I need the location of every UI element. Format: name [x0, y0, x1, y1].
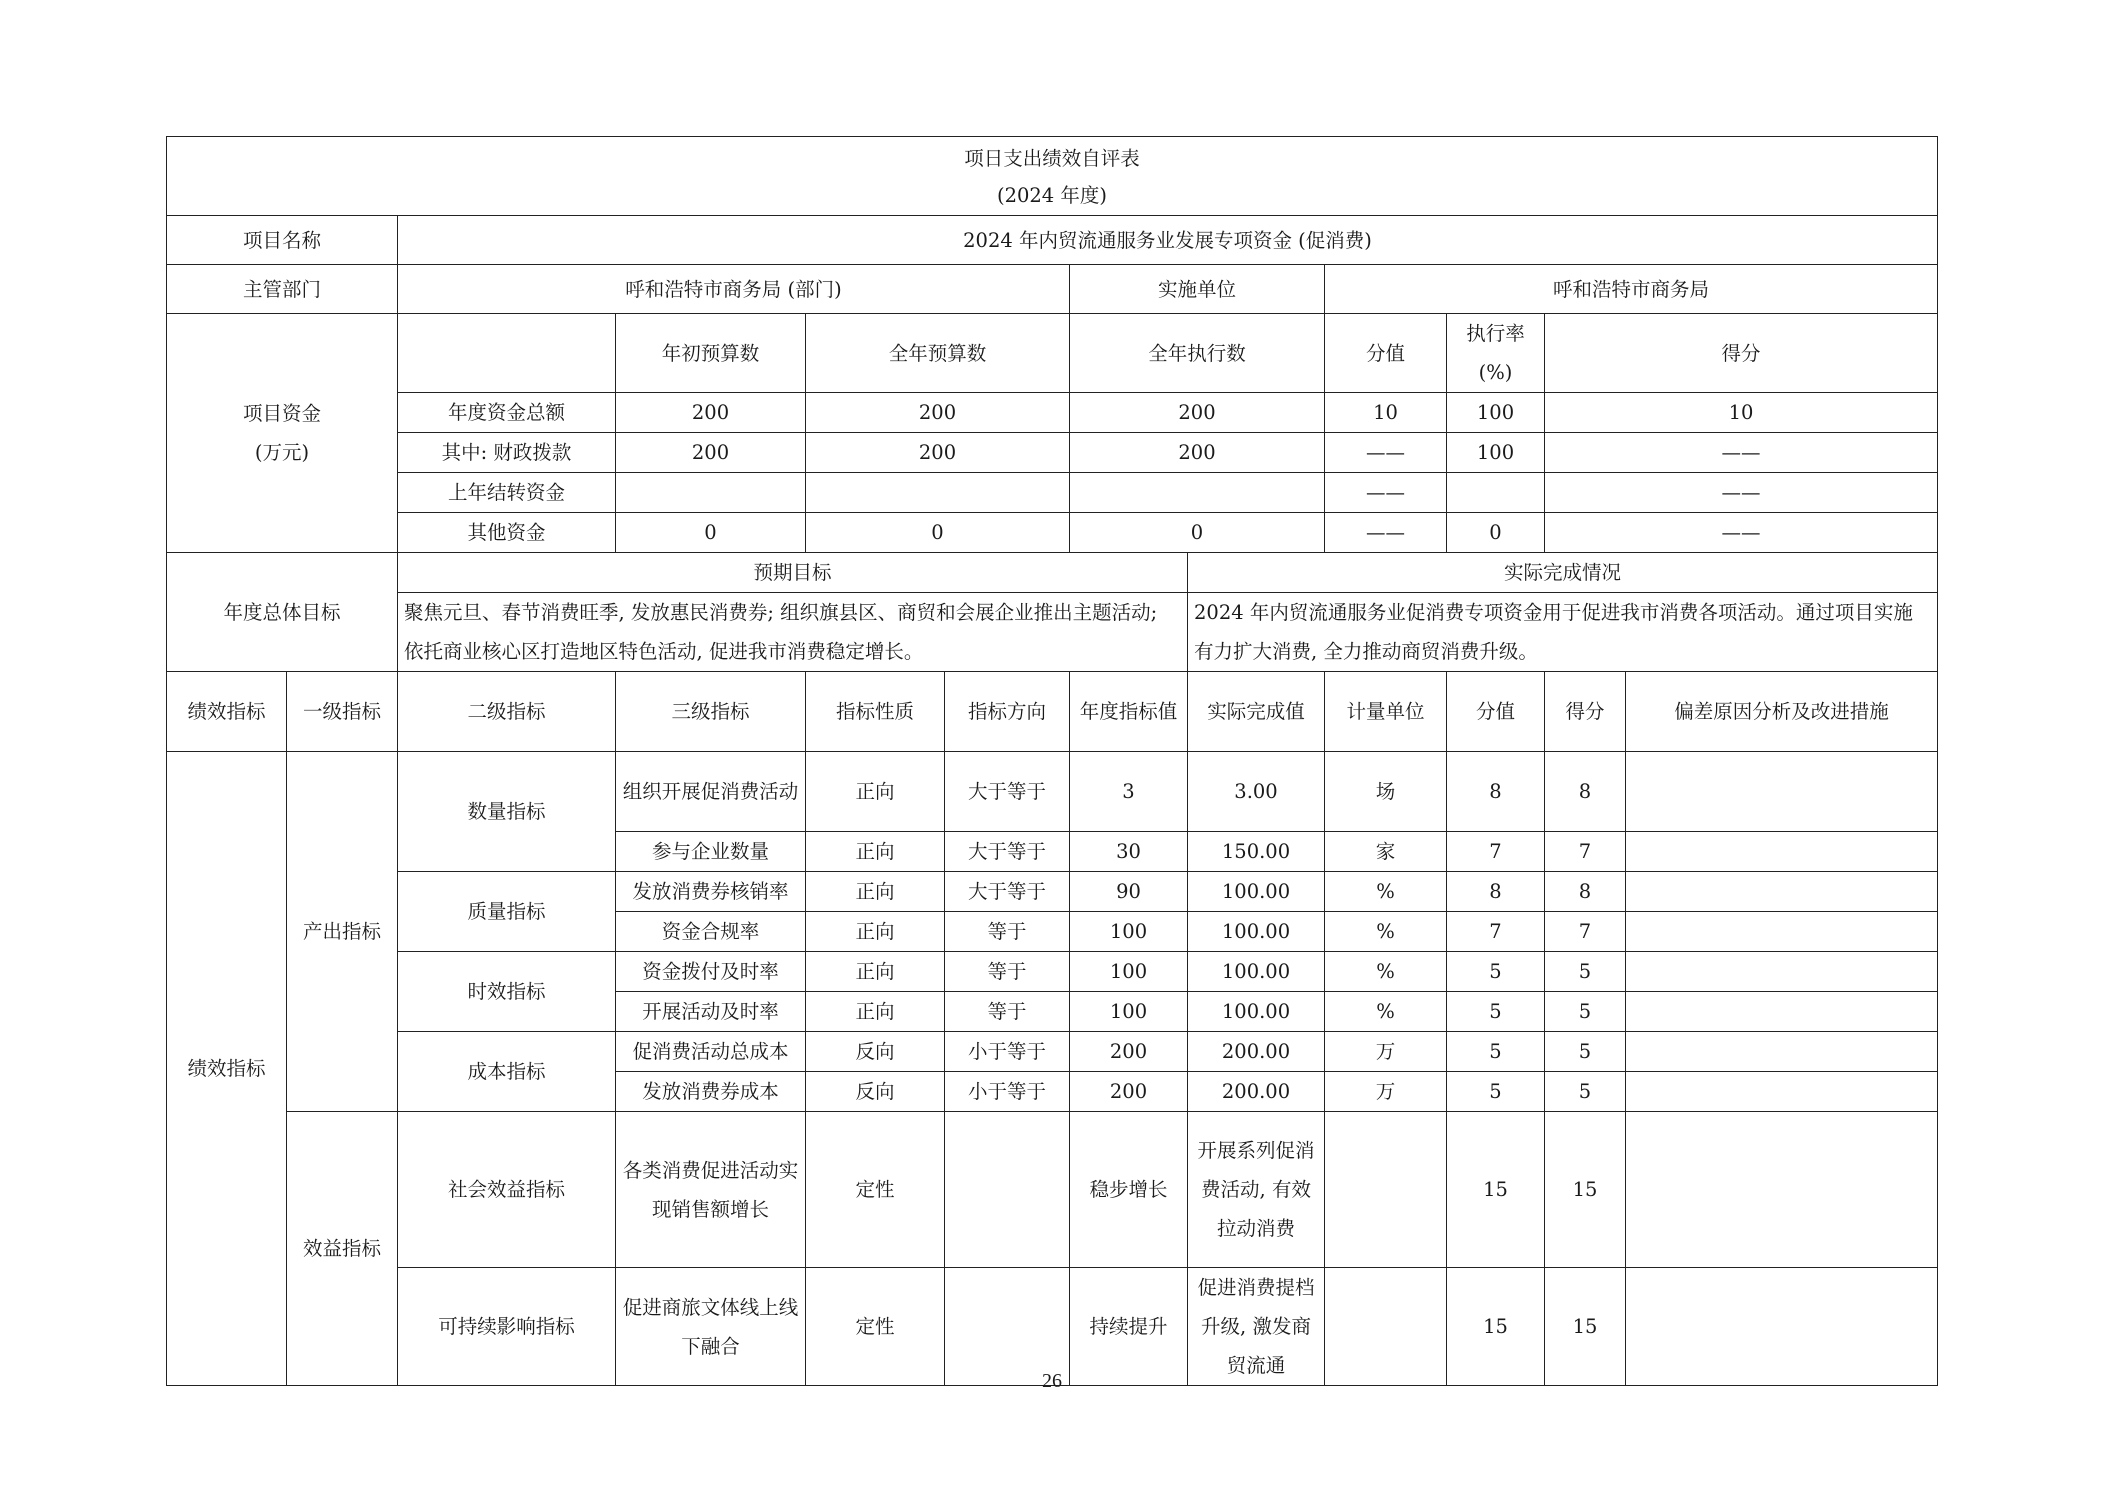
perf-third: 发放消费券成本 [616, 1072, 806, 1112]
goal-label: 年度总体目标 [167, 553, 398, 672]
perf-third: 参与企业数量 [616, 832, 806, 872]
perf-third: 促进商旅文体线上线下融合 [616, 1268, 806, 1386]
perf-score: 15 [1545, 1268, 1626, 1386]
funds-cell: —— [1545, 513, 1938, 553]
perf-direction [945, 1112, 1070, 1268]
page-number: 26 [1042, 1370, 1062, 1392]
funds-cell: 0 [1447, 513, 1545, 553]
funds-header-weight: 分值 [1325, 314, 1447, 393]
perf-weight: 8 [1447, 752, 1545, 832]
funds-label: 项目资金 [242, 402, 321, 425]
perf-header: 三级指标 [616, 672, 806, 752]
perf-weight: 5 [1447, 952, 1545, 992]
perf-score: 7 [1545, 832, 1626, 872]
dept-label: 主管部门 [167, 265, 398, 314]
perf-unit: % [1325, 992, 1447, 1032]
perf-third: 开展活动及时率 [616, 992, 806, 1032]
perf-target: 100 [1070, 952, 1188, 992]
perf-direction: 大于等于 [945, 872, 1070, 912]
perf-note [1626, 992, 1938, 1032]
perf-score: 5 [1545, 1072, 1626, 1112]
perf-nature: 定性 [806, 1268, 945, 1386]
funds-cell: 200 [1070, 393, 1325, 433]
perf-third: 促消费活动总成本 [616, 1032, 806, 1072]
perf-weight: 5 [1447, 992, 1545, 1032]
funds-header-rate: 执行率 (%) [1447, 314, 1545, 393]
perf-note [1626, 912, 1938, 952]
perf-note [1626, 872, 1938, 912]
perf-actual: 开展系列促消费活动, 有效拉动消费 [1188, 1112, 1325, 1268]
perf-nature: 反向 [806, 1032, 945, 1072]
perf-nature: 正向 [806, 872, 945, 912]
funds-row-name: 其他资金 [398, 513, 616, 553]
impl-unit-value: 呼和浩特市商务局 [1325, 265, 1938, 314]
funds-cell: —— [1545, 473, 1938, 513]
perf-direction: 等于 [945, 912, 1070, 952]
perf-weight: 7 [1447, 912, 1545, 952]
perf-weight: 5 [1447, 1072, 1545, 1112]
table-title: 项日支出绩效自评表 [964, 147, 1140, 170]
perf-note [1626, 1032, 1938, 1072]
perf-header: 一级指标 [287, 672, 398, 752]
perf-actual: 3.00 [1188, 752, 1325, 832]
perf-note [1626, 1072, 1938, 1112]
perf-actual: 150.00 [1188, 832, 1325, 872]
perf-weight: 15 [1447, 1112, 1545, 1268]
perf-unit: 万 [1325, 1072, 1447, 1112]
perf-header: 指标性质 [806, 672, 945, 752]
funds-cell [1070, 473, 1325, 513]
funds-cell: —— [1325, 513, 1447, 553]
perf-nature: 正向 [806, 832, 945, 872]
perf-header: 二级指标 [398, 672, 616, 752]
funds-cell: 200 [616, 393, 806, 433]
perf-direction: 等于 [945, 992, 1070, 1032]
perf-unit [1325, 1268, 1447, 1386]
funds-cell: 0 [806, 513, 1070, 553]
group-cost: 成本指标 [398, 1032, 616, 1112]
perf-header: 年度指标值 [1070, 672, 1188, 752]
funds-row-name: 年度资金总额 [398, 393, 616, 433]
group-timeliness: 时效指标 [398, 952, 616, 1032]
goal-actual-label: 实际完成情况 [1188, 553, 1938, 593]
perf-note [1626, 1268, 1938, 1386]
perf-actual: 促进消费提档升级, 激发商贸流通 [1188, 1268, 1325, 1386]
perf-note [1626, 832, 1938, 872]
perf-score: 7 [1545, 912, 1626, 952]
perf-target: 200 [1070, 1032, 1188, 1072]
perf-header: 得分 [1545, 672, 1626, 752]
perf-actual: 100.00 [1188, 992, 1325, 1032]
output-indicator-label: 产出指标 [287, 752, 398, 1112]
funds-row-name: 其中: 财政拨款 [398, 433, 616, 473]
perf-target: 90 [1070, 872, 1188, 912]
evaluation-table [166, 136, 1938, 1386]
perf-weight: 15 [1447, 1268, 1545, 1386]
perf-actual: 100.00 [1188, 912, 1325, 952]
table-year: (2024 年度) [996, 184, 1108, 207]
goal-expected-label: 预期目标 [398, 553, 1188, 593]
perf-note [1626, 1112, 1938, 1268]
perf-third: 发放消费券核销率 [616, 872, 806, 912]
perf-weight: 8 [1447, 872, 1545, 912]
perf-header: 实际完成值 [1188, 672, 1325, 752]
funds-cell: 100 [1447, 433, 1545, 473]
funds-cell: —— [1325, 473, 1447, 513]
perf-weight: 5 [1447, 1032, 1545, 1072]
funds-unit: (万元) [254, 441, 310, 464]
perf-nature: 反向 [806, 1072, 945, 1112]
funds-cell: 10 [1325, 393, 1447, 433]
funds-cell: 10 [1545, 393, 1938, 433]
funds-header-score: 得分 [1545, 314, 1938, 393]
perf-nature: 定性 [806, 1112, 945, 1268]
perf-direction: 大于等于 [945, 832, 1070, 872]
perf-weight: 7 [1447, 832, 1545, 872]
perf-unit [1325, 1112, 1447, 1268]
self-evaluation-sheet [166, 136, 1937, 1377]
perf-unit: % [1325, 952, 1447, 992]
perf-nature: 正向 [806, 752, 945, 832]
perf-header: 绩效指标 [167, 672, 287, 752]
perf-target: 稳步增长 [1070, 1112, 1188, 1268]
perf-score: 15 [1545, 1112, 1626, 1268]
perf-score: 5 [1545, 992, 1626, 1032]
perf-target: 100 [1070, 992, 1188, 1032]
table-title-cell [167, 137, 1938, 216]
project-name-value: 2024 年内贸流通服务业发展专项资金 (促消费) [398, 216, 1938, 265]
perf-direction: 等于 [945, 952, 1070, 992]
funds-header-initial: 年初预算数 [616, 314, 806, 393]
perf-third: 组织开展促消费活动 [616, 752, 806, 832]
perf-direction: 小于等于 [945, 1032, 1070, 1072]
perf-direction [945, 1268, 1070, 1386]
perf-target: 200 [1070, 1072, 1188, 1112]
perf-unit: 万 [1325, 1032, 1447, 1072]
funds-label-cell [167, 314, 398, 553]
dept-value: 呼和浩特市商务局 (部门) [398, 265, 1070, 314]
perf-unit: 场 [1325, 752, 1447, 832]
perf-note [1626, 752, 1938, 832]
funds-cell [616, 473, 806, 513]
funds-cell: 200 [616, 433, 806, 473]
goal-actual-text: 2024 年内贸流通服务业促消费专项资金用于促进我市消费各项活动。通过项目实施有力扩大消费, 全力推动商贸消费升级。 [1188, 593, 1938, 672]
perf-header: 计量单位 [1325, 672, 1447, 752]
group-quality: 质量指标 [398, 872, 616, 952]
perf-target: 持续提升 [1070, 1268, 1188, 1386]
perf-nature: 正向 [806, 912, 945, 952]
perf-nature: 正向 [806, 952, 945, 992]
funds-cell [1447, 473, 1545, 513]
funds-header-blank [398, 314, 616, 393]
funds-cell: 200 [806, 433, 1070, 473]
funds-header-annual: 全年预算数 [806, 314, 1070, 393]
group-quantity: 数量指标 [398, 752, 616, 872]
perf-header: 分值 [1447, 672, 1545, 752]
perf-actual: 200.00 [1188, 1072, 1325, 1112]
perf-score: 8 [1545, 752, 1626, 832]
project-name-label: 项目名称 [167, 216, 398, 265]
perf-unit: 家 [1325, 832, 1447, 872]
perf-target: 3 [1070, 752, 1188, 832]
funds-cell: —— [1545, 433, 1938, 473]
perf-header: 指标方向 [945, 672, 1070, 752]
perf-direction: 大于等于 [945, 752, 1070, 832]
funds-row-name: 上年结转资金 [398, 473, 616, 513]
perf-label: 绩效指标 [167, 752, 287, 1386]
perf-actual: 100.00 [1188, 872, 1325, 912]
impl-unit-label: 实施单位 [1070, 265, 1325, 314]
funds-header-executed: 全年执行数 [1070, 314, 1325, 393]
perf-note [1626, 952, 1938, 992]
perf-actual: 200.00 [1188, 1032, 1325, 1072]
funds-cell: 100 [1447, 393, 1545, 433]
funds-cell: 0 [616, 513, 806, 553]
perf-header: 偏差原因分析及改进措施 [1626, 672, 1938, 752]
perf-direction: 小于等于 [945, 1072, 1070, 1112]
funds-cell [806, 473, 1070, 513]
funds-cell: 200 [806, 393, 1070, 433]
perf-score: 5 [1545, 1032, 1626, 1072]
funds-cell: 200 [1070, 433, 1325, 473]
perf-target: 100 [1070, 912, 1188, 952]
funds-cell: —— [1325, 433, 1447, 473]
perf-nature: 正向 [806, 992, 945, 1032]
benefit-indicator-label: 效益指标 [287, 1112, 398, 1386]
funds-cell: 0 [1070, 513, 1325, 553]
group-social: 社会效益指标 [398, 1112, 616, 1268]
goal-expected-text: 聚焦元旦、春节消费旺季, 发放惠民消费券; 组织旗县区、商贸和会展企业推出主题活动; 依托商业核心区打造地区特色活动, 促进我市消费稳定增长。 [398, 593, 1188, 672]
perf-third: 资金拨付及时率 [616, 952, 806, 992]
perf-unit: % [1325, 912, 1447, 952]
perf-score: 8 [1545, 872, 1626, 912]
perf-actual: 100.00 [1188, 952, 1325, 992]
perf-target: 30 [1070, 832, 1188, 872]
perf-third: 资金合规率 [616, 912, 806, 952]
perf-score: 5 [1545, 952, 1626, 992]
perf-third: 各类消费促进活动实现销售额增长 [616, 1112, 806, 1268]
group-sustain: 可持续影响指标 [398, 1268, 616, 1386]
perf-unit: % [1325, 872, 1447, 912]
